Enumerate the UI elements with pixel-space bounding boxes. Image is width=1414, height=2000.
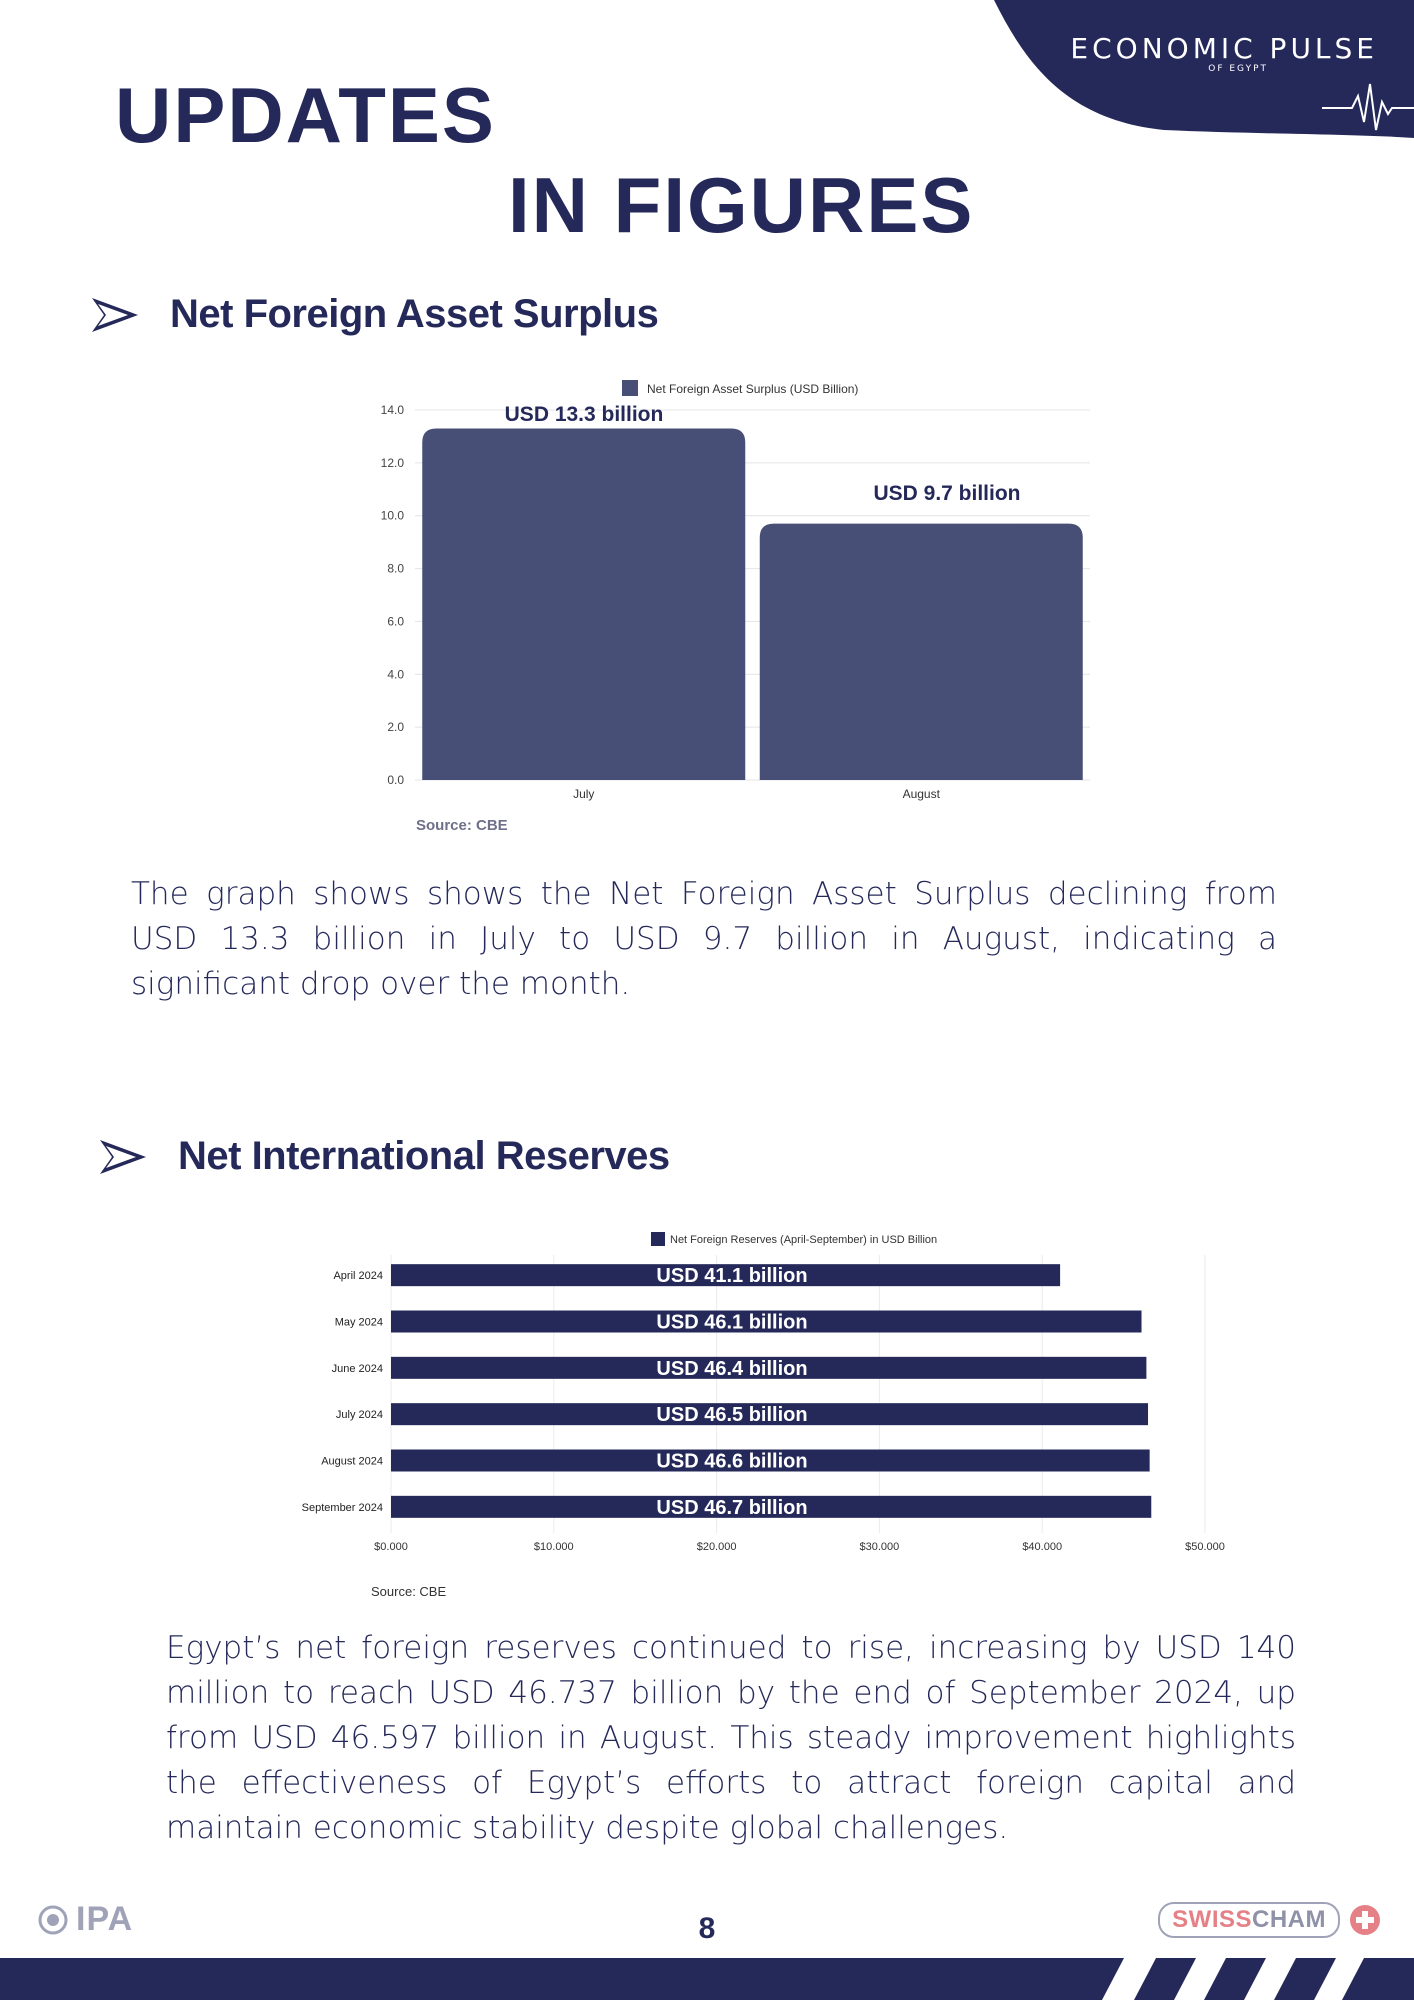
page-title-line2: IN FIGURES (508, 161, 975, 249)
swisscham-logo (1158, 1902, 1380, 1938)
x-tick-label: $30.000 (859, 1541, 900, 1553)
legend-label: Net Foreign Reserves (April-September) in USD Billion (670, 1234, 938, 1246)
legend-label: Net Foreign Asset Surplus (USD Billion) (647, 382, 859, 396)
y-tick-label: 10.0 (380, 508, 404, 523)
data-label: USD 46.6 billion (656, 1450, 808, 1473)
y-tick-label: August 2024 (321, 1455, 383, 1468)
x-tick-label: $0.000 (374, 1541, 408, 1553)
data-label: USD 9.7 billion (873, 482, 1021, 505)
y-tick-label: 14.0 (380, 403, 404, 417)
section-title: Net International Reserves (178, 1134, 670, 1178)
legend-swatch (651, 1232, 665, 1246)
y-tick-label: 0.0 (387, 773, 404, 787)
y-tick-label: July 2024 (335, 1409, 383, 1422)
x-tick-label: July (573, 787, 595, 801)
ipa-logo-text: IPA (76, 1900, 134, 1938)
x-tick-label: $40.000 (1022, 1541, 1063, 1553)
y-tick-label: June 2024 (331, 1362, 383, 1375)
chart-source: Source: CBE (416, 817, 508, 834)
x-tick-label: $50.000 (1185, 1541, 1225, 1553)
y-tick-label: September 2024 (301, 1501, 383, 1514)
data-label: USD 13.3 billion (504, 403, 664, 426)
y-tick-label: May 2024 (334, 1316, 383, 1329)
x-tick-label: $20.000 (696, 1541, 737, 1553)
y-tick-label: 12.0 (380, 455, 404, 470)
swisscham-wordmark: SWISSCHAM (1158, 1902, 1340, 1938)
data-label: USD 46.5 billion (656, 1404, 808, 1427)
data-label: USD 41.1 billion (656, 1265, 808, 1288)
chart-source: Source: CBE (371, 1584, 447, 1599)
y-tick-label: April 2024 (333, 1270, 383, 1283)
y-tick-label: 2.0 (387, 720, 404, 735)
y-tick-label: 4.0 (387, 667, 404, 682)
brand-title: ECONOMIC PULSE (1070, 32, 1378, 65)
footer-bar (0, 1958, 1414, 2000)
data-label: USD 46.7 billion (656, 1496, 808, 1519)
page-title-line1: UPDATES (115, 71, 496, 159)
x-tick-label: August (902, 787, 940, 801)
brand-subtitle: OF EGYPT (1208, 64, 1268, 74)
data-label: USD 46.4 billion (656, 1357, 808, 1380)
section-title: Net Foreign Asset Surplus (170, 292, 659, 336)
y-tick-label: 8.0 (387, 561, 404, 576)
data-label: USD 46.1 billion (656, 1311, 808, 1334)
page-number: 8 (698, 1912, 716, 1945)
y-tick-label: 6.0 (387, 614, 404, 629)
nfa-paragraph: The graph shows shows the Net Foreign Asset Surplus declining from USD 13.3 billion in July to USD 9.7 billion in August, indicating a significant drop over the month. (131, 876, 1277, 1002)
swiss-cross-icon (1350, 1905, 1380, 1935)
x-tick-label: $10.000 (533, 1541, 574, 1553)
reserves-paragraph: Egypt’s net foreign reserves continued to rise, increasing by USD 140 million to reach USD 46.737 billion by the end of September 2024, up from USD 46.597 billion in August. This steady improvement highlights the effectiveness of Egypt’s efforts to attract foreign capital and maintain economic stability despite global challenges. (166, 1630, 1296, 1846)
